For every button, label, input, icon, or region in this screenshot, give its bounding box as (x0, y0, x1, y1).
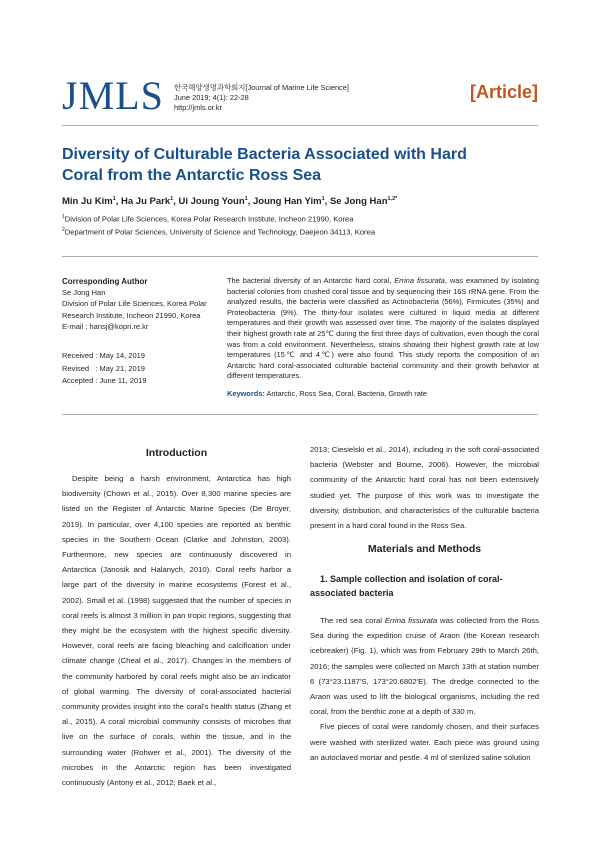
journal-info (174, 83, 349, 114)
corresponding-author-email[interactable]: E-mail : hansj@kopri.re.kr (62, 321, 149, 331)
dates-block (62, 350, 222, 388)
journal-issue: June 2019; 4(1): 22-28 (174, 93, 249, 103)
section-heading-introduction: Introduction (145, 447, 208, 459)
author-name: Joung Han Yim (252, 196, 322, 208)
author-name: Se Jong Han (329, 196, 388, 208)
author-sup: 1,2* (387, 196, 398, 202)
keywords-text: Antarctic, Ross Sea, Coral, Bacteria, Growth rate (264, 389, 428, 398)
paragraph-text: was collected from the Ross Sea during the expedition cruise of Araon (the Korean research icebreaker) (Fig. 1), which was from February 29th to March 26th, 2016; the samples were collected on March 13th at station number 6 (73°23.1187'S, 173°20.6802'E). The dredge connected to the Araon was used to lift the biological organisms, including the red coral, from the benthic zone at a depth of 330 m. (310, 616, 539, 717)
affiliation (62, 227, 375, 237)
subsection-heading: 1. Sample collection and isolation of coral-associated bacteria (310, 574, 503, 598)
revised-date: Revised : May 21, 2019 (62, 363, 145, 373)
corresponding-author-heading: Corresponding Author (62, 277, 148, 286)
article-type-label: [Article] (469, 82, 538, 102)
keywords (227, 389, 539, 398)
abstract (227, 276, 539, 382)
corresponding-author-name: Se Jong Han (62, 288, 106, 298)
author-sup: 1 (170, 196, 174, 202)
paragraph: Five pieces of coral were randomly chosen, and their surfaces were washed with sterilized water. Each piece was ground using an autoclaved mortar and pestle. 4 ml of sterilized saline solution (310, 722, 539, 762)
abstract-text: The bacterial diversity of an Antarctic hard coral, (227, 276, 395, 285)
introduction-continued (310, 442, 539, 533)
affiliation (62, 214, 354, 224)
keywords-label: Keywords: (227, 389, 265, 398)
affiliation-text: Department of Polar Sciences, University of Science and Technology, Daejeon 34113, Korea (64, 227, 376, 237)
journal-url[interactable]: http://jmls.or.kr (174, 103, 223, 113)
abstract-bottom-divider (62, 414, 538, 415)
header-divider (62, 125, 538, 126)
species-name: Errina fissurata (384, 616, 438, 625)
author-name: Ha Ju Park (121, 196, 171, 208)
abstract-top-divider (62, 256, 538, 257)
paragraph: Despite being a harsh environment, Antarctica has high biodiversity (Chown et al., 2015). Over 8,300 marine species are listed on the Register of Antarctic Marine Species (De Broyer, 2019). In particular, over 4,100 species are reported as benthic species in the Southern Ocean (Clarke and Johnston, 2003). Furthermore, new species are continuously discovered in Antarctica (Janosik and Halanych, 2010). Coral reefs harbor a large part of the diversity in marine ecosystems (Forest et al., 2002). Small et al. (1998) suggested that the number of species in coral reefs is almost 3 million in pan tropic regions, suggesting that they might be the ecosystem with the highest specific diversity. However, coral reefs are facing bleaching and calcification under climate change (Cheal et al., 2017). Changes in the members of the community harbored by coral reefs might also be an indicator of global warming. The diversity of coral-associated bacterial community provides insight into the coral's health status (Zhang et al., 2015). A coral microbial community consists of microbes that live on the surface of corals, within the tissue, and in the surrounding water (Rohwer et al., 2001). The diversity of the microbes in the Antarctic region has been investigated continuously (Antony et al., 2012; Baek et al., (62, 474, 291, 788)
affiliation-sup: 1 (62, 214, 65, 220)
affiliation-text: Division of Polar Life Sciences, Korea Polar Research Institute, Incheon 21990, Korea (64, 214, 354, 224)
paper-title: Diversity of Culturable Bacteria Associated with Hard Coral from the Antarctic Ross Sea (62, 146, 467, 184)
affiliation-sup: 2 (62, 227, 65, 233)
author-sup: 1 (244, 196, 248, 202)
received-date: Received : May 14, 2019 (62, 351, 145, 360)
methods-body (310, 613, 539, 765)
paragraph: 2013; Ciesielski et al., 2014), including in the soft coral-associated bacteria (Webster and Bourne, 2006). However, the microbial community of the Antarctic hard coral has not been extensively studied yet. The purpose of this work was to investigate the diversity, distribution, and characteristics of the culturable bacteria present in a hard coral found in the Ross Sea. (310, 445, 539, 531)
author-list: Min Ju Kim$^1$, Ha Ju Park$^1$, Ui Joung Youn$^1$, Joung Han Yim$^1$, Se Jong Han$^{1,2*}$ (62, 196, 398, 208)
abstract-species: Errina fissurata (394, 276, 445, 285)
journal-logo: JMLS (62, 73, 164, 118)
corresponding-author-block (62, 276, 222, 332)
author-sup: 1 (321, 196, 325, 202)
author-name: Ui Joung Youn (178, 196, 245, 208)
corresponding-author-affil: Division of Polar Life Sciences, Korea Polar (62, 299, 207, 309)
corresponding-author-affil: Research Institute, Incheon 21990, Korea (62, 310, 201, 320)
author-name: Min Ju Kim (62, 196, 113, 208)
paragraph-text: The red sea coral (320, 616, 385, 625)
section-heading-methods: Materials and Methods (367, 543, 482, 555)
abstract-text: , was examined by isolating bacterial colonies from crushed coral tissue and by sequencing their 16S rRNA gene. From the analyzed results, the bacteria were classified as Actinobacteria (56%), Firmicutes (35%) and Proteobacteria (9%). The thirty-four isolates were cultured in liquid media at different temperatures and their growth was assessed over time. The majority of the isolates displayed their highest growth rate at 25℃ during the first three days of cultivation, even though the coral was from a cold environment. Nevertheless, strains showing their highest growth rate at low temperatures (15℃ and 4℃) were also found. This study reports the composition of an Antarctic hard coral-associated culturable bacterial community and their growth behavior at different temperatures. (227, 276, 539, 381)
paragraph (310, 613, 539, 719)
introduction-body (62, 471, 291, 790)
accepted-date: Accepted : June 11, 2019 (62, 376, 147, 385)
journal-name: 한국해양생명과학회지[Journal of Marine Life Science] (174, 83, 349, 92)
author-sup: 1 (112, 196, 116, 202)
